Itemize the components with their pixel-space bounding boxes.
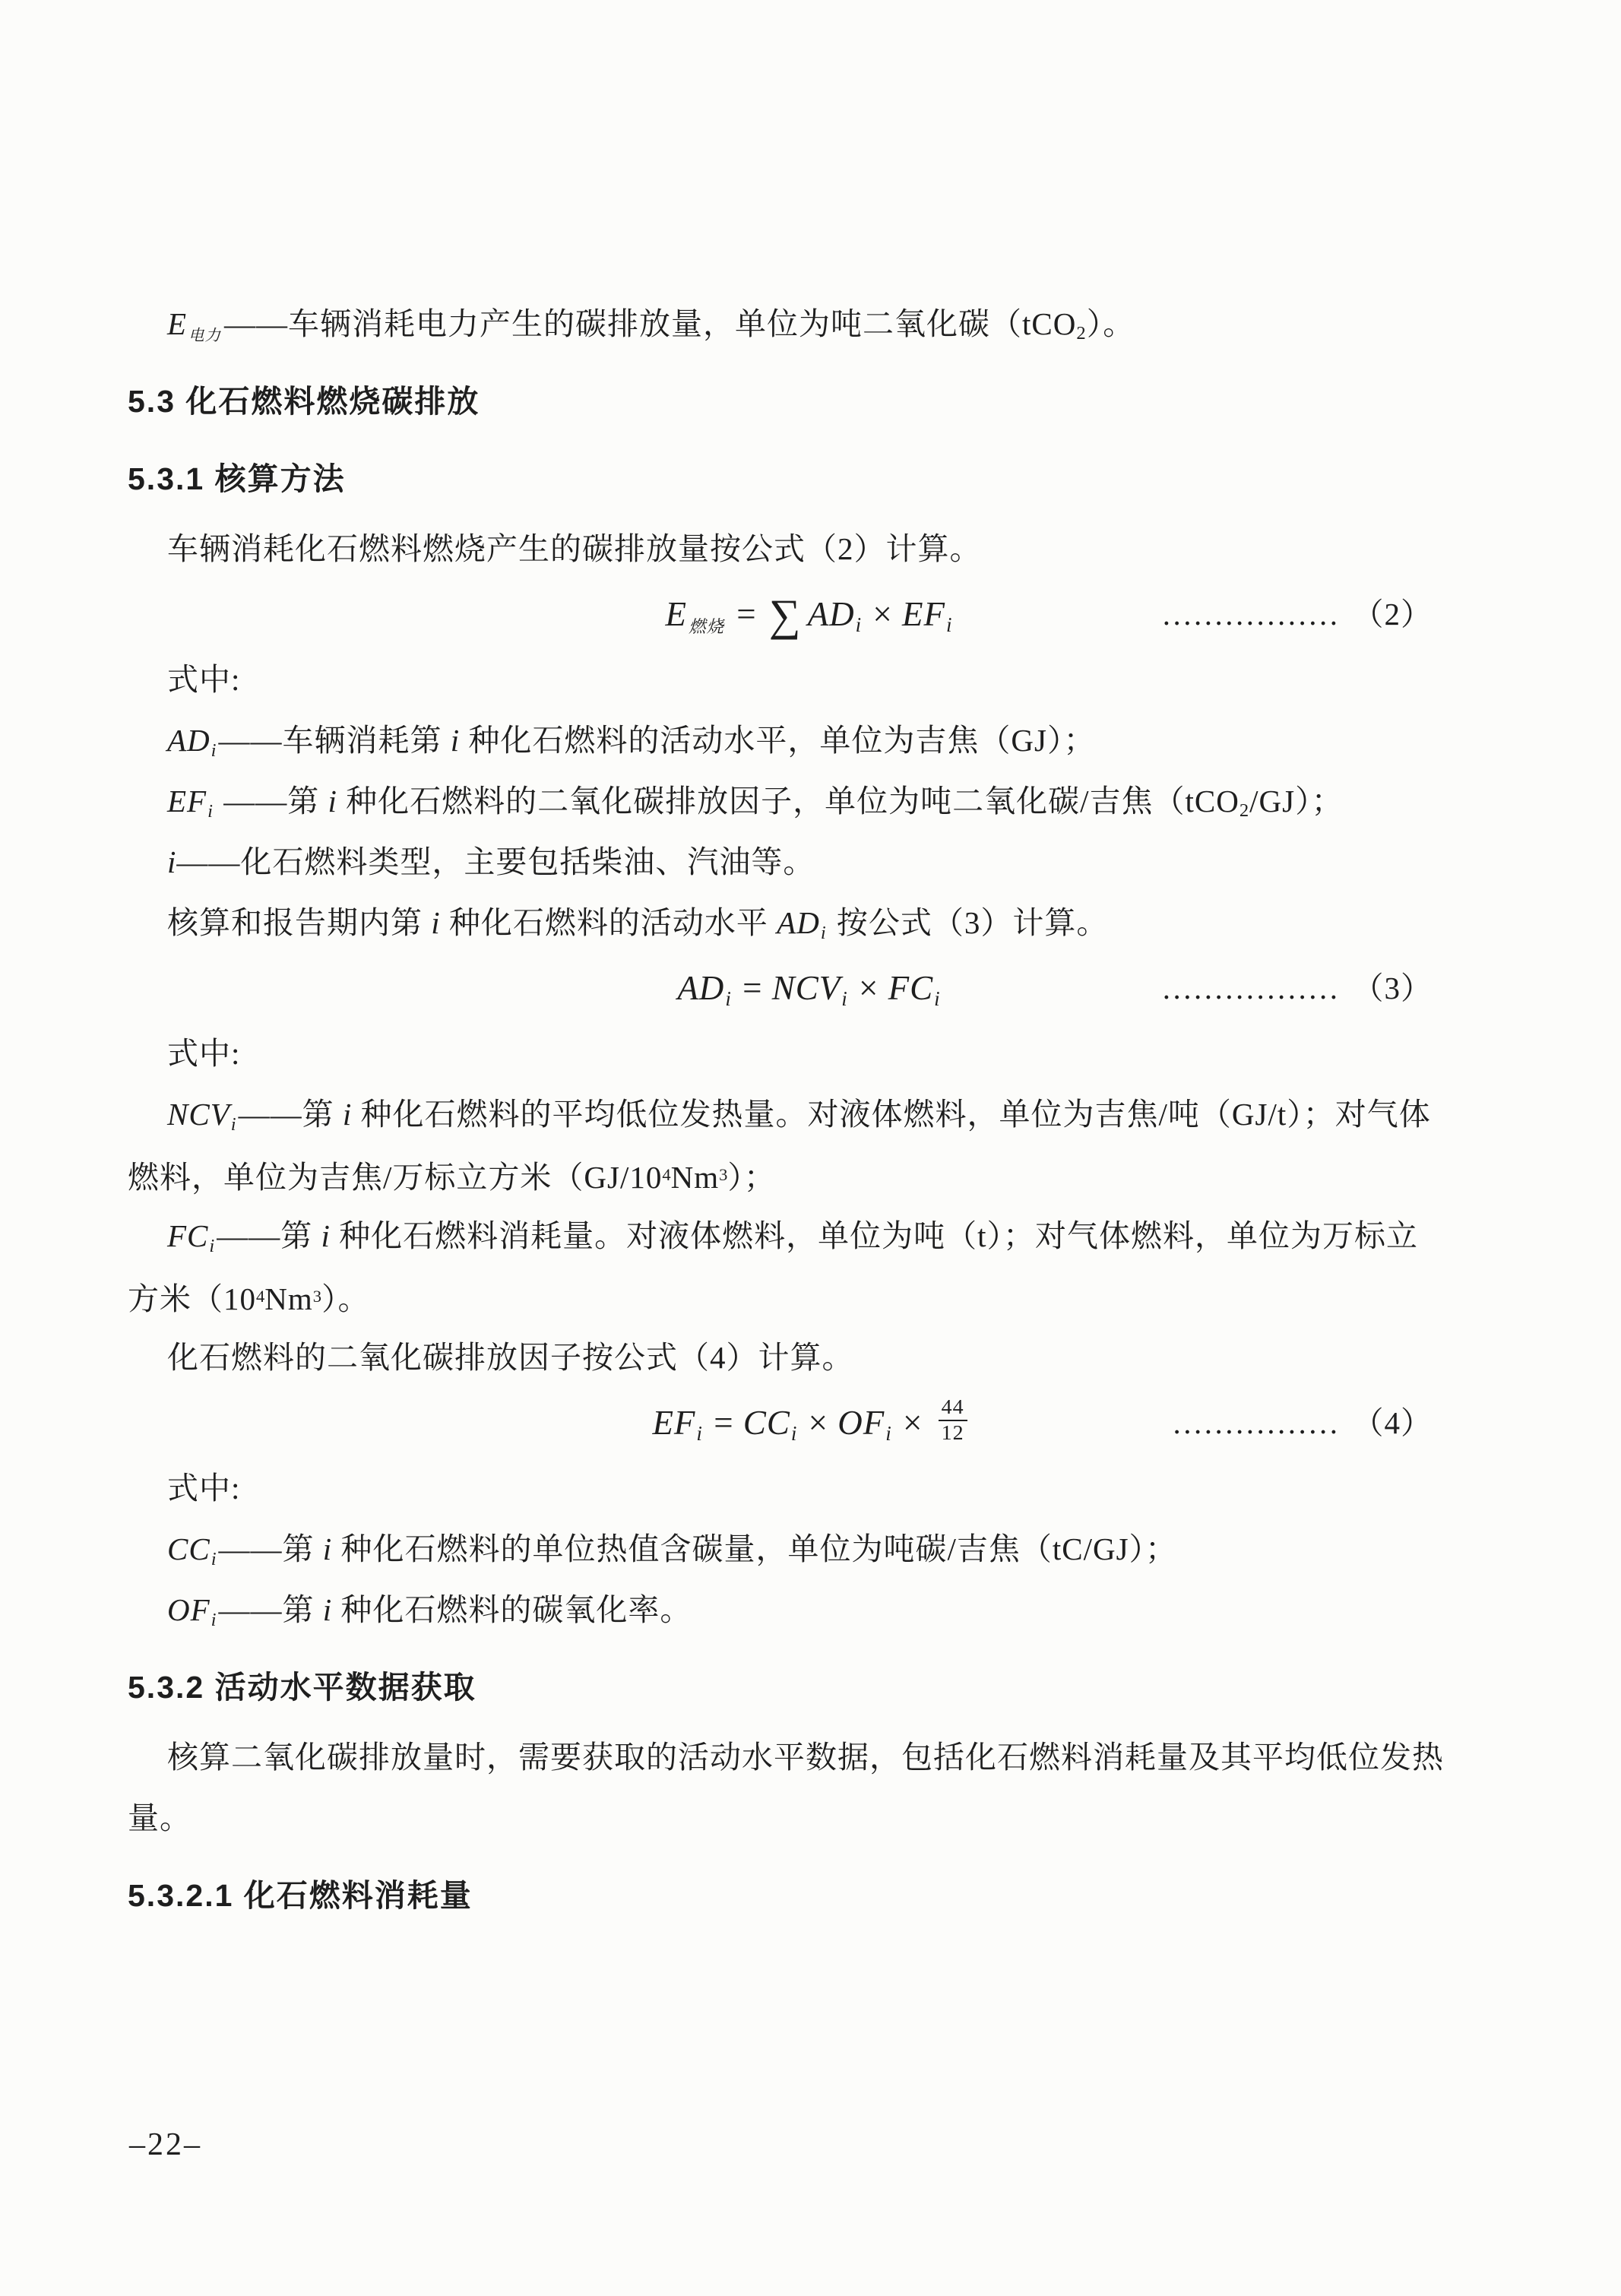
symbol-definition: i——化石燃料类型，主要包括柴油、汽油等。 xyxy=(167,844,815,879)
dot-leader: ................ xyxy=(1173,1405,1341,1440)
equation xyxy=(128,953,1492,1023)
equation-tail xyxy=(1163,953,1433,1023)
symbol-definition: 式中: xyxy=(167,1471,241,1506)
paragraph-continuation: 方米$(10^4Nm^3)$。 xyxy=(128,1281,370,1317)
body-paragraph: 车辆消耗化石燃料燃烧产生的碳排放量按公式（2）计算。 xyxy=(167,531,982,566)
paragraph-continuation: 燃料，单位为吉焦/万标立方米$(GJ/10^4Nm^3)$； xyxy=(128,1160,776,1196)
section-heading: 5.3.2.1 化石燃料消耗量 xyxy=(128,1878,473,1913)
fraction: $\frac{44}{12}$ xyxy=(939,1395,967,1446)
equation-math: EFi = CCi × OFi × $\frac{44}{12}$ xyxy=(652,1388,967,1458)
dot-leader: ................. xyxy=(1162,971,1341,1005)
equation xyxy=(128,1388,1492,1458)
body-paragraph: E电力——车辆消耗电力产生的碳排放量，单位为吨二氧化碳（tCO2）。 xyxy=(167,306,1135,345)
symbol-definition: 式中: xyxy=(167,662,241,697)
section-heading: 5.3 化石燃料燃烧碳排放 xyxy=(128,384,480,419)
symbol-definition: 式中: xyxy=(167,1036,241,1071)
section-heading: 5.3.2 活动水平数据获取 xyxy=(128,1670,476,1705)
body-paragraph: 核算二氧化碳排放量时，需要获取的活动水平数据，包括化石燃料消耗量及其平均低位发热 xyxy=(167,1740,1444,1775)
symbol-definition: OFi——第 i 种化石燃料的碳氧化率。 xyxy=(167,1592,692,1630)
symbol-definition: CCi——第 i 种化石燃料的单位热值含碳量，单位为吨碳/吉焦（tC/GJ）； xyxy=(167,1531,1178,1569)
equation-math: ADi = NCVi × FCi xyxy=(677,969,941,1010)
section-heading: 5.3.1 核算方法 xyxy=(128,461,346,496)
symbol-definition: EFi ——第 i 种化石燃料的二氧化碳排放因子，单位为吨二氧化碳/吉焦（tCO2/GJ）； xyxy=(167,784,1344,822)
symbol-definition: ADi——车辆消耗第 i 种化石燃料的活动水平，单位为吉焦（GJ）； xyxy=(167,723,1096,761)
equation-tail xyxy=(1173,1388,1433,1458)
paragraph-continuation: 量。 xyxy=(128,1800,192,1835)
symbol-definition: NCVi——第 i 种化石燃料的平均低位发热量。对液体燃料，单位为吉焦/吨（GJ/t）；对气体 xyxy=(167,1097,1431,1135)
equation xyxy=(128,579,1492,649)
page-number: –22– xyxy=(129,2127,202,2162)
equation-tail xyxy=(1163,579,1433,649)
equation-number: （4） xyxy=(1352,1405,1433,1440)
equation-math: $E_{燃烧}$ = ∑ ADi × EFi xyxy=(665,590,953,640)
body-paragraph: 化石燃料的二氧化碳排放因子按公式（4）计算。 xyxy=(167,1340,854,1375)
equation-number: （2） xyxy=(1352,597,1433,632)
document-body xyxy=(128,293,1492,1935)
symbol-definition: FCi——第 i 种化石燃料消耗量。对液体燃料，单位为吨（t）；对气体燃料，单位为万标立 xyxy=(167,1218,1419,1256)
dot-leader: ................. xyxy=(1162,597,1341,632)
body-paragraph: 核算和报告期内第 i 种化石燃料的活动水平 ADi 按公式（3）计算。 xyxy=(167,905,1109,943)
equation-number: （3） xyxy=(1352,971,1433,1005)
